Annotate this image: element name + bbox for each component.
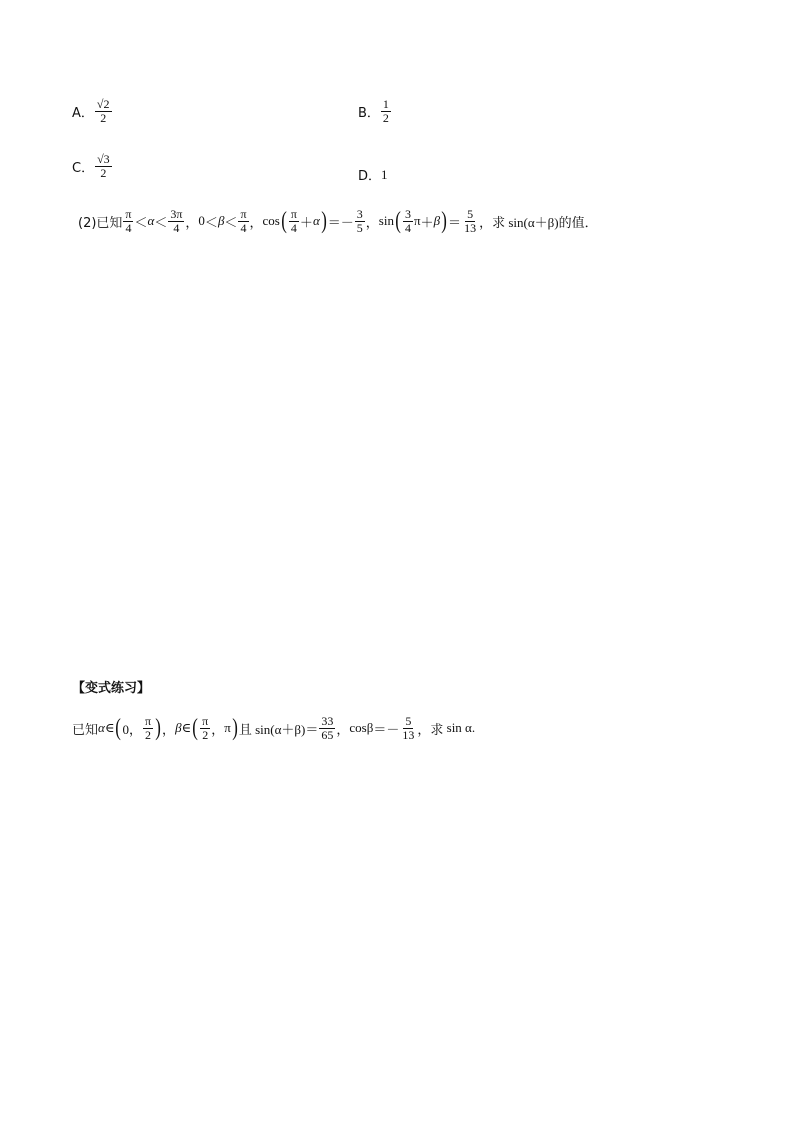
option-b-numerator: 1: [382, 97, 389, 111]
problem-2: (2)已知 $\frac{\pi}{4}$ ＜ α ＜ $\frac{3\pi}{4}$ ， 0 ＜ β ＜ $\frac{\pi}{4}$ ， cos ( $\frac{\pi}{4}$ ＋ α ) ＝－ $\frac{3}{5}$ ， sin ( $\frac{3}{4}$ π ＋ β ) ＝ $\frac{5}{13}$ ， 求 sin(α＋β) 的值．: [78, 207, 598, 235]
left-paren: (: [281, 208, 287, 235]
frac-3pi-over-4: $\frac{3\pi}{4}$: [170, 207, 183, 235]
option-c-denominator: 2: [100, 165, 107, 180]
variant-frac-pi-over-2-b: $\frac{\pi}{2}$: [202, 714, 209, 742]
variant-frac-pi-over-2: $\frac{\pi}{2}$: [144, 714, 152, 742]
option-a: [72, 98, 113, 124]
option-b-label: B．: [358, 105, 380, 121]
option-a-denominator: 2: [100, 110, 107, 125]
frac-3-over-4: $\frac{3}{4}$: [404, 207, 411, 235]
option-c-label: C．: [72, 160, 95, 176]
variant-heading: 【变式练习】: [72, 681, 151, 696]
variant-frac-5-over-13: $\frac{5}{13}$: [402, 714, 415, 742]
variant-right-paren-2: ): [232, 715, 238, 742]
option-b-denominator: 2: [382, 110, 389, 125]
option-b-fraction: [381, 98, 391, 124]
right-paren: ): [320, 208, 327, 235]
right-paren-2: ): [441, 208, 447, 235]
frac-3-over-5: $\frac{3}{5}$: [356, 207, 363, 235]
left-paren-2: (: [395, 208, 401, 235]
frac-5-over-13: $\frac{5}{13}$: [464, 207, 477, 235]
variant-left-paren: (: [115, 715, 122, 742]
option-a-fraction: [95, 98, 112, 124]
option-a-numerator: √2: [96, 97, 110, 111]
variant-left-paren-2: (: [192, 715, 198, 742]
option-d: [358, 165, 388, 184]
option-a-label: A．: [72, 105, 94, 121]
frac-pi-over-4-c: $\frac{\pi}{4}$: [290, 207, 297, 235]
option-d-label: D．: [358, 169, 382, 184]
option-d-value: 1: [381, 166, 388, 182]
option-c: [72, 153, 113, 179]
variant-right-paren: ): [155, 715, 161, 742]
problem-2-prefix: (2)已知: [78, 215, 123, 231]
variant-problem: 已知 α ∈ ( 0， $\frac{\pi}{2}$ ) ， β ∈ ( $\frac{\pi}{2}$ ， π ) 且 sin(α＋β) ＝ $\frac{33}{65}$ ， cosβ ＝－ $\frac{5}{13}$ ， 求 sin α.: [72, 714, 476, 742]
option-c-numerator: √3: [97, 152, 110, 166]
frac-pi-over-4: $\frac{\pi}{4}$: [125, 207, 132, 235]
frac-pi-over-4-b: $\frac{\pi}{4}$: [240, 207, 247, 235]
option-c-fraction: [95, 153, 112, 179]
variant-frac-33-over-65: $\frac{33}{65}$: [321, 714, 334, 742]
option-b: [358, 98, 392, 124]
